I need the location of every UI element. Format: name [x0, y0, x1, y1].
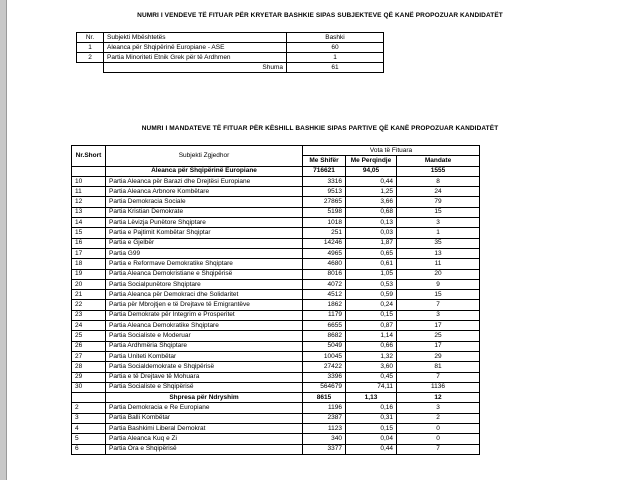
row-shifer: 8682 — [303, 331, 346, 341]
row-perqindje: 0,15 — [346, 424, 397, 434]
row-perqindje: 3,66 — [346, 197, 397, 207]
row-name: Partia Ora e Shqipërisë — [106, 444, 303, 454]
row-shifer: 3377 — [303, 444, 346, 454]
header-bashki: Bashki — [287, 33, 384, 43]
table-row — [72, 382, 480, 392]
row-mandate: 9 — [397, 279, 480, 289]
row-nr: 2 — [77, 53, 104, 63]
table-header-row — [77, 33, 384, 43]
row-perqindje: 0,16 — [346, 403, 397, 413]
header-subject: Subjekti Mbështetës — [104, 33, 287, 43]
row-perqindje: 0,66 — [346, 341, 397, 351]
row-nr: 24 — [72, 321, 106, 331]
row-mandate: 3 — [397, 403, 480, 413]
row-mandate: 20 — [397, 269, 480, 279]
group-name: Aleanca për Shqipërinë Europiane — [106, 166, 303, 176]
row-shifer: 27422 — [303, 362, 346, 372]
row-name: Partia Bashkimi Liberal Demokrat — [106, 424, 303, 434]
row-mandate: 0 — [397, 434, 480, 444]
row-perqindje: 0,13 — [346, 218, 397, 228]
row-nr: 1 — [77, 43, 104, 53]
row-perqindje: 0,59 — [346, 290, 397, 300]
mayor-seats-table — [76, 32, 384, 73]
table-row — [72, 310, 480, 320]
header-votes: Vota të Fituara — [303, 146, 480, 156]
row-value: 1 — [287, 53, 384, 63]
row-nr: 19 — [72, 269, 106, 279]
group-row — [72, 393, 480, 403]
row-perqindje: 3,60 — [346, 362, 397, 372]
row-name: Partia Uniteti Kombëtar — [106, 351, 303, 361]
row-name: Partia Kristian Demokrate — [106, 207, 303, 217]
table-row — [72, 187, 480, 197]
group-perqindje: 1,13 — [346, 393, 397, 403]
row-nr: 21 — [72, 290, 106, 300]
row-nr: 18 — [72, 259, 106, 269]
row-mandate: 1136 — [397, 382, 480, 392]
table-row — [72, 351, 480, 361]
row-perqindje: 74,11 — [346, 382, 397, 392]
row-shifer: 4512 — [303, 290, 346, 300]
table-row — [72, 228, 480, 238]
row-shifer: 1196 — [303, 403, 346, 413]
row-mandate: 15 — [397, 207, 480, 217]
council-mandates-table — [71, 145, 480, 455]
row-nr: 26 — [72, 341, 106, 351]
left-edge-bar — [0, 0, 7, 480]
row-shifer: 10045 — [303, 351, 346, 361]
row-name: Partia për Mbrojtjen e të Drejtave të Emigrantëve — [106, 300, 303, 310]
row-name: Partia Socialpunëtore Shqiptare — [106, 279, 303, 289]
row-nr: 6 — [72, 444, 106, 454]
table-row — [72, 362, 480, 372]
row-perqindje: 1,87 — [346, 238, 397, 248]
row-perqindje: 1,05 — [346, 269, 397, 279]
row-perqindje: 1,32 — [346, 351, 397, 361]
row-mandate: 3 — [397, 310, 480, 320]
row-name: Partia e të Drejtave të Mohuara — [106, 372, 303, 382]
row-name: Partia Ardhmëria Shqiptare — [106, 341, 303, 351]
table-row — [72, 413, 480, 423]
row-perqindje: 0,03 — [346, 228, 397, 238]
row-shifer: 564679 — [303, 382, 346, 392]
group-perqindje: 94,05 — [346, 166, 397, 176]
row-nr: 2 — [72, 403, 106, 413]
row-mandate: 25 — [397, 331, 480, 341]
row-name: Partia Socialiste e Moderuar — [106, 331, 303, 341]
row-shifer: 5049 — [303, 341, 346, 351]
row-name: Partia Demokracia Sociale — [106, 197, 303, 207]
group-mandate: 1555 — [397, 166, 480, 176]
row-perqindje: 0,44 — [346, 444, 397, 454]
row-nr: 20 — [72, 279, 106, 289]
table-row — [72, 248, 480, 258]
row-mandate: 1 — [397, 228, 480, 238]
table-row — [72, 197, 480, 207]
row-mandate: 3 — [397, 218, 480, 228]
row-shifer: 340 — [303, 434, 346, 444]
row-shifer: 4072 — [303, 279, 346, 289]
row-name: Partia Aleanca Kuq e Zi — [106, 434, 303, 444]
row-nr: 23 — [72, 310, 106, 320]
row-shifer: 9513 — [303, 187, 346, 197]
row-value: 60 — [287, 43, 384, 53]
row-perqindje: 1,25 — [346, 187, 397, 197]
table-row — [72, 176, 480, 186]
row-perqindje: 0,68 — [346, 207, 397, 217]
row-name: Partia Socialdemokrate e Shqipërisë — [106, 362, 303, 372]
row-perqindje: 0,15 — [346, 310, 397, 320]
row-shifer: 1179 — [303, 310, 346, 320]
table-row — [72, 331, 480, 341]
group-shifer: 716621 — [303, 166, 346, 176]
total-value: 61 — [287, 63, 384, 73]
row-nr: 5 — [72, 434, 106, 444]
row-mandate: 35 — [397, 238, 480, 248]
row-nr: 29 — [72, 372, 106, 382]
row-name: Partia e Gjelbër — [106, 238, 303, 248]
table-row — [72, 444, 480, 454]
row-nr: 27 — [72, 351, 106, 361]
row-nr: 22 — [72, 300, 106, 310]
row-shifer: 8016 — [303, 269, 346, 279]
row-shifer: 3316 — [303, 176, 346, 186]
row-nr: 14 — [72, 218, 106, 228]
row-shifer: 4680 — [303, 259, 346, 269]
row-shifer: 6655 — [303, 321, 346, 331]
row-shifer: 2387 — [303, 413, 346, 423]
table-row — [72, 279, 480, 289]
row-perqindje: 0,53 — [346, 279, 397, 289]
row-mandate: 17 — [397, 341, 480, 351]
table-row — [72, 300, 480, 310]
table-row — [72, 372, 480, 382]
row-name: Partia Aleanca për Demokraci dhe Solidaritet — [106, 290, 303, 300]
table-row — [72, 218, 480, 228]
row-name: Aleanca për Shqipërinë Europiane - ASE — [104, 43, 287, 53]
row-perqindje: 0,61 — [346, 259, 397, 269]
table-row — [72, 424, 480, 434]
row-shifer: 5198 — [303, 207, 346, 217]
row-name: Partia G99 — [106, 248, 303, 258]
mayor-seats-title: NUMRI I VENDEVE TË FITUAR PËR KRYETAR BASHKIE SIPAS SUBJEKTEVE QË KANË PROPOZUAR KANDIDATËT — [137, 12, 503, 19]
table-row — [72, 290, 480, 300]
group-mandate: 12 — [397, 393, 480, 403]
row-nr: 16 — [72, 238, 106, 248]
row-mandate: 0 — [397, 424, 480, 434]
row-mandate: 17 — [397, 321, 480, 331]
row-perqindje: 0,87 — [346, 321, 397, 331]
table-row — [72, 341, 480, 351]
row-nr: 3 — [72, 413, 106, 423]
row-nr: 30 — [72, 382, 106, 392]
total-row — [77, 63, 384, 73]
table-row — [77, 53, 384, 63]
row-shifer: 3396 — [303, 372, 346, 382]
row-perqindje: 0,24 — [346, 300, 397, 310]
table-row — [72, 259, 480, 269]
row-mandate: 81 — [397, 362, 480, 372]
table-header-row — [72, 146, 480, 156]
group-name: Shpresa për Ndryshim — [106, 393, 303, 403]
total-label: Shuma — [104, 63, 287, 73]
row-mandate: 7 — [397, 372, 480, 382]
table-row — [72, 321, 480, 331]
row-mandate: 24 — [397, 187, 480, 197]
header-nr: Nr. — [77, 33, 104, 43]
group-shifer: 8615 — [303, 393, 346, 403]
row-mandate: 13 — [397, 248, 480, 258]
header-perqindje: Me Perqindje — [346, 156, 397, 166]
table-row — [72, 434, 480, 444]
row-name: Partia Demokracia e Re Europiane — [106, 403, 303, 413]
table-row — [72, 238, 480, 248]
row-perqindje: 0,65 — [346, 248, 397, 258]
row-mandate: 29 — [397, 351, 480, 361]
header-nr: Nr.Short — [72, 146, 106, 167]
row-perqindje: 1,14 — [346, 331, 397, 341]
row-nr: 12 — [72, 197, 106, 207]
row-mandate: 2 — [397, 413, 480, 423]
row-name: Partia Aleanca për Barazi dhe Drejtësi Europiane — [106, 176, 303, 186]
row-shifer: 1123 — [303, 424, 346, 434]
row-nr: 17 — [72, 248, 106, 258]
row-perqindje: 0,44 — [346, 176, 397, 186]
row-name: Partia Minoriteti Etnik Grek për të Ardhmen — [104, 53, 287, 63]
row-nr: 11 — [72, 187, 106, 197]
table-row — [77, 43, 384, 53]
row-mandate: 11 — [397, 259, 480, 269]
row-mandate: 7 — [397, 300, 480, 310]
row-nr: 4 — [72, 424, 106, 434]
group-row — [72, 166, 480, 176]
row-mandate: 8 — [397, 176, 480, 186]
row-name: Partia e Reformave Demokratike Shqiptare — [106, 259, 303, 269]
row-nr: 13 — [72, 207, 106, 217]
council-mandates-title: NUMRI I MANDATEVE TË FITUAR PËR KËSHILL BASHKIE SIPAS PARTIVE QË KANË PROPOZUAR KANDIDATËT — [141, 125, 499, 132]
row-name: Partia Socialiste e Shqipërisë — [106, 382, 303, 392]
council-mandates-body — [72, 166, 480, 454]
row-perqindje: 0,31 — [346, 413, 397, 423]
row-name: Partia Aleanca Demokristiane e Shqipërisë — [106, 269, 303, 279]
row-perqindje: 0,04 — [346, 434, 397, 444]
row-shifer: 251 — [303, 228, 346, 238]
row-nr: 25 — [72, 331, 106, 341]
row-nr: 15 — [72, 228, 106, 238]
row-nr: 10 — [72, 176, 106, 186]
header-shifer: Me Shifër — [303, 156, 346, 166]
row-name: Partia Balli Kombëtar — [106, 413, 303, 423]
table-row — [72, 269, 480, 279]
row-shifer: 1018 — [303, 218, 346, 228]
row-shifer: 1862 — [303, 300, 346, 310]
header-mandate: Mandate — [397, 156, 480, 166]
row-perqindje: 0,45 — [346, 372, 397, 382]
table-row — [72, 207, 480, 217]
header-subject: Subjekti Zgjedhor — [106, 146, 303, 167]
row-mandate: 7 — [397, 444, 480, 454]
row-name: Partia Lëvizja Punëtore Shqiptare — [106, 218, 303, 228]
row-nr: 28 — [72, 362, 106, 372]
row-mandate: 15 — [397, 290, 480, 300]
row-name: Partia Demokrate për Integrim e Prosperitet — [106, 310, 303, 320]
row-mandate: 79 — [397, 197, 480, 207]
row-shifer: 4965 — [303, 248, 346, 258]
table-row — [72, 403, 480, 413]
row-name: Partia Aleanca Arbnore Kombëtare — [106, 187, 303, 197]
row-shifer: 14246 — [303, 238, 346, 248]
row-shifer: 27865 — [303, 197, 346, 207]
row-name: Partia Aleanca Demokratike Shqiptare — [106, 321, 303, 331]
row-name: Partia e Pajtimit Kombëtar Shqiptar — [106, 228, 303, 238]
